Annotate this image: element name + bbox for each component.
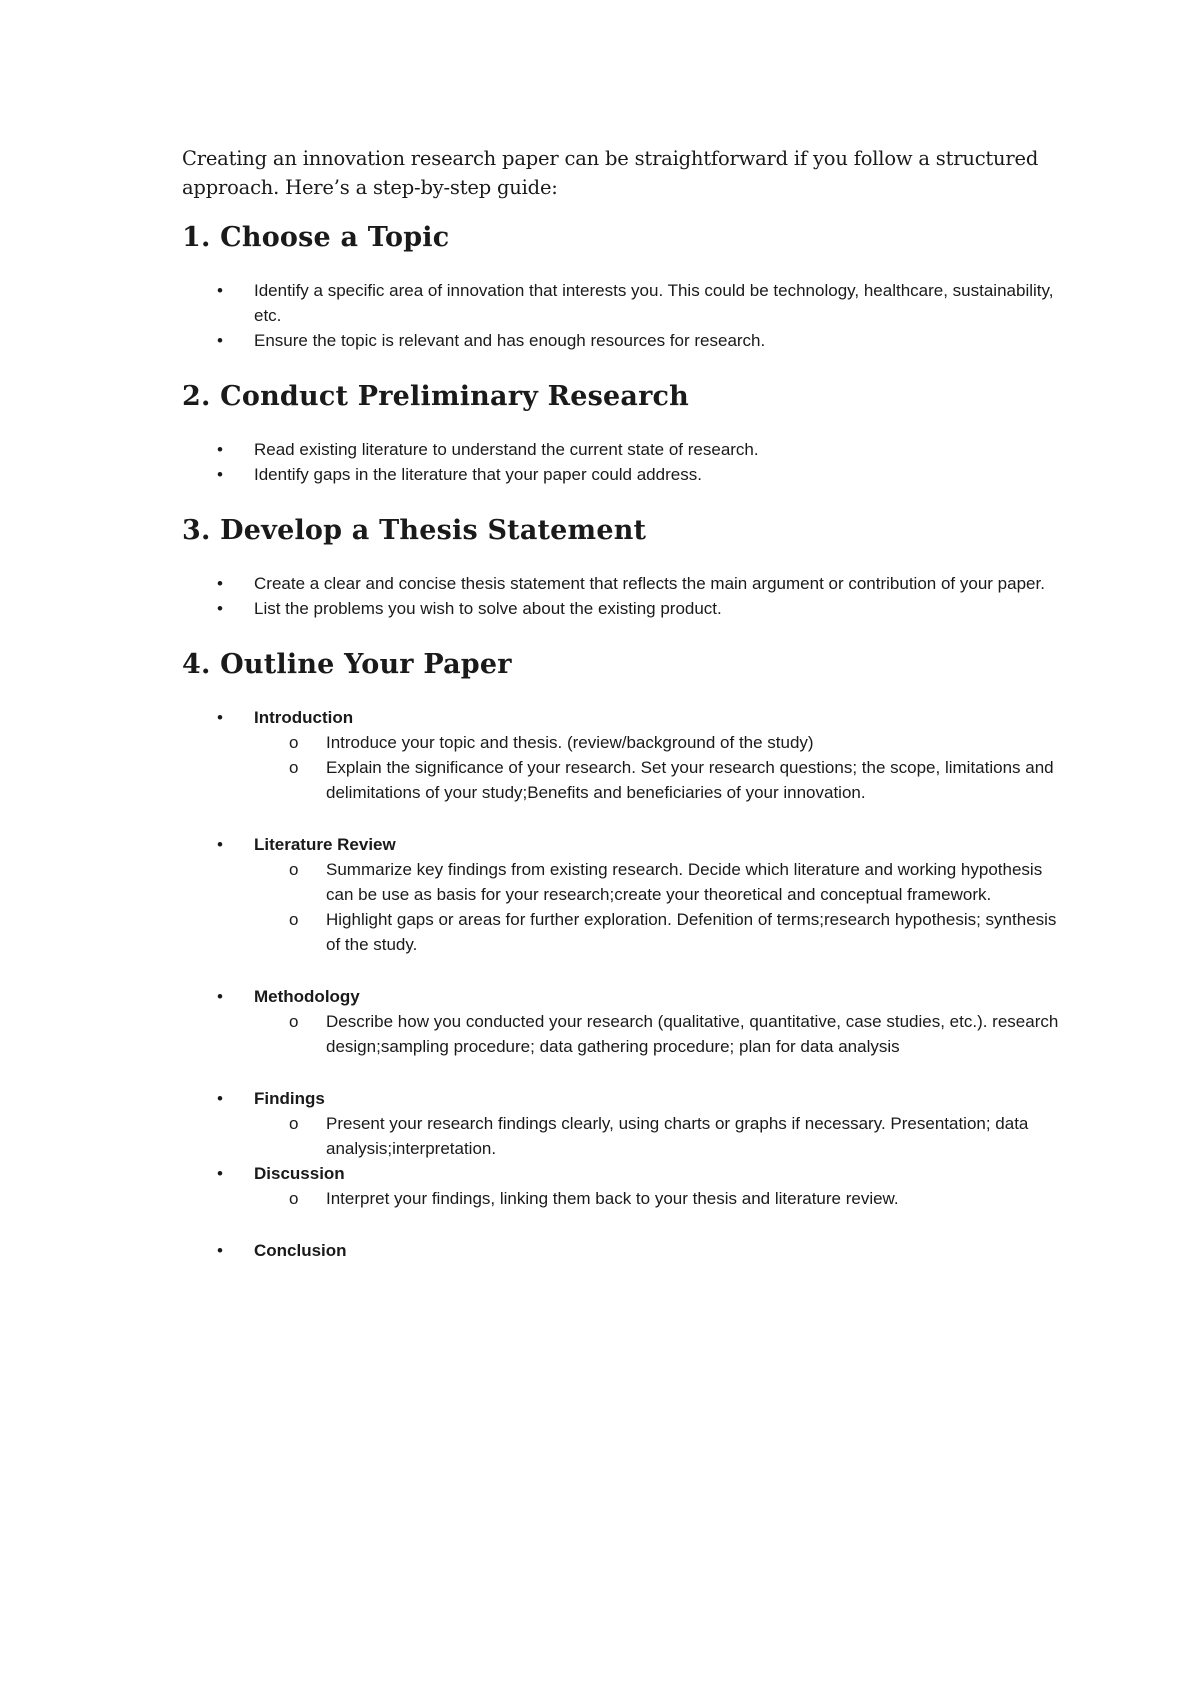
sub-list — [254, 1009, 1062, 1059]
document-page — [182, 144, 1062, 1289]
list-item — [182, 437, 1062, 462]
outline-item-literature-review — [182, 832, 1062, 957]
section-heading: 3. Develop a Thesis Statement — [182, 515, 647, 546]
section-choose-topic — [182, 220, 1062, 353]
list-item-text: Create a clear and concise thesis statement that reflects the main argument or contribution of your paper. — [254, 574, 1045, 593]
list-item-text: Identify gaps in the literature that your paper could address. — [254, 465, 702, 484]
bullet-list — [182, 571, 1062, 621]
circle-bullet-icon: o — [289, 1189, 299, 1208]
list-item-text: Ensure the topic is relevant and has enough resources for research. — [254, 331, 766, 350]
outline-item-label: Literature Review — [254, 835, 396, 854]
bullet-icon: • — [217, 440, 223, 459]
sub-list-item-text: Highlight gaps or areas for further exploration. Defenition of terms;research hypothesis; synthesis of the study. — [326, 910, 1057, 954]
bullet-icon: • — [217, 574, 223, 593]
outline-item-label: Methodology — [254, 987, 360, 1006]
bullet-list — [182, 278, 1062, 353]
sub-list-item-text: Interpret your findings, linking them back to your thesis and literature review. — [326, 1189, 899, 1208]
outline-item-label: Introduction — [254, 708, 354, 727]
bullet-list — [182, 437, 1062, 487]
sub-list-item — [182, 755, 1062, 805]
sub-list — [254, 1111, 1062, 1161]
outline-item-discussion — [182, 1161, 1062, 1211]
outline-item-findings — [182, 1086, 1062, 1161]
bullet-icon: • — [217, 281, 223, 300]
list-item — [182, 596, 1062, 621]
sub-list-item-text: Describe how you conducted your research (qualitative, quantitative, case studies, etc.). research design;sampling procedure; data gathering procedure; plan for data analysis — [326, 1012, 1059, 1056]
section-outline-paper — [182, 647, 1062, 1263]
section-heading: 1. Choose a Topic — [182, 222, 450, 253]
outline-item-conclusion — [182, 1238, 1062, 1263]
circle-bullet-icon: o — [289, 758, 299, 777]
list-item-text: List the problems you wish to solve about the existing product. — [254, 599, 722, 618]
bullet-icon: • — [217, 1089, 223, 1108]
list-item-text: Read existing literature to understand the current state of research. — [254, 440, 759, 459]
sub-list-item — [182, 730, 1062, 755]
list-item — [182, 278, 1062, 328]
section-heading: 4. Outline Your Paper — [182, 649, 512, 680]
outline-item-label: Findings — [254, 1089, 325, 1108]
list-item — [182, 571, 1062, 596]
outline-item-introduction — [182, 705, 1062, 805]
outline-item-methodology — [182, 984, 1062, 1059]
bullet-icon: • — [217, 1164, 223, 1183]
circle-bullet-icon: o — [289, 910, 299, 929]
circle-bullet-icon: o — [289, 1114, 299, 1133]
section-heading: 2. Conduct Preliminary Research — [182, 381, 690, 412]
sub-list-item-text: Introduce your topic and thesis. (review/background of the study) — [326, 733, 814, 752]
bullet-icon: • — [217, 331, 223, 350]
sub-list — [254, 1186, 1062, 1211]
list-item-text: Identify a specific area of innovation that interests you. This could be technology, healthcare, sustainability, etc. — [254, 281, 1054, 325]
bullet-icon: • — [217, 465, 223, 484]
circle-bullet-icon: o — [289, 860, 299, 879]
bullet-icon: • — [217, 987, 223, 1006]
sub-list-item — [182, 1186, 1062, 1211]
bullet-icon: • — [217, 835, 223, 854]
intro-paragraph: Creating an innovation research paper can be straightforward if you follow a structured approach. Here’s a step-by-step guide: — [182, 147, 1039, 199]
sub-list-item-text: Explain the significance of your research. Set your research questions; the scope, limitations and delimitations of your study;Benefits and beneficiaries of your innovation. — [326, 758, 1054, 802]
circle-bullet-icon: o — [289, 1012, 299, 1031]
sub-list-item — [182, 857, 1062, 907]
bullet-icon: • — [217, 1241, 223, 1260]
sub-list-item — [182, 1009, 1062, 1059]
circle-bullet-icon: o — [289, 733, 299, 752]
list-item — [182, 328, 1062, 353]
list-item — [182, 462, 1062, 487]
section-thesis-statement — [182, 513, 1062, 621]
sub-list-item — [182, 907, 1062, 957]
bullet-icon: • — [217, 708, 223, 727]
sub-list-item-text: Summarize key findings from existing research. Decide which literature and working hypothesis can be use as basis for your research;create your theoretical and conceptual framework. — [326, 860, 1043, 904]
outline-list — [182, 705, 1062, 1263]
sub-list — [254, 730, 1062, 805]
section-preliminary-research — [182, 379, 1062, 487]
sub-list — [254, 857, 1062, 957]
outline-item-label: Conclusion — [254, 1241, 347, 1260]
bullet-icon: • — [217, 599, 223, 618]
sub-list-item — [182, 1111, 1062, 1161]
outline-item-label: Discussion — [254, 1164, 345, 1183]
sub-list-item-text: Present your research findings clearly, using charts or graphs if necessary. Presentation; data analysis;interpretation. — [326, 1114, 1029, 1158]
